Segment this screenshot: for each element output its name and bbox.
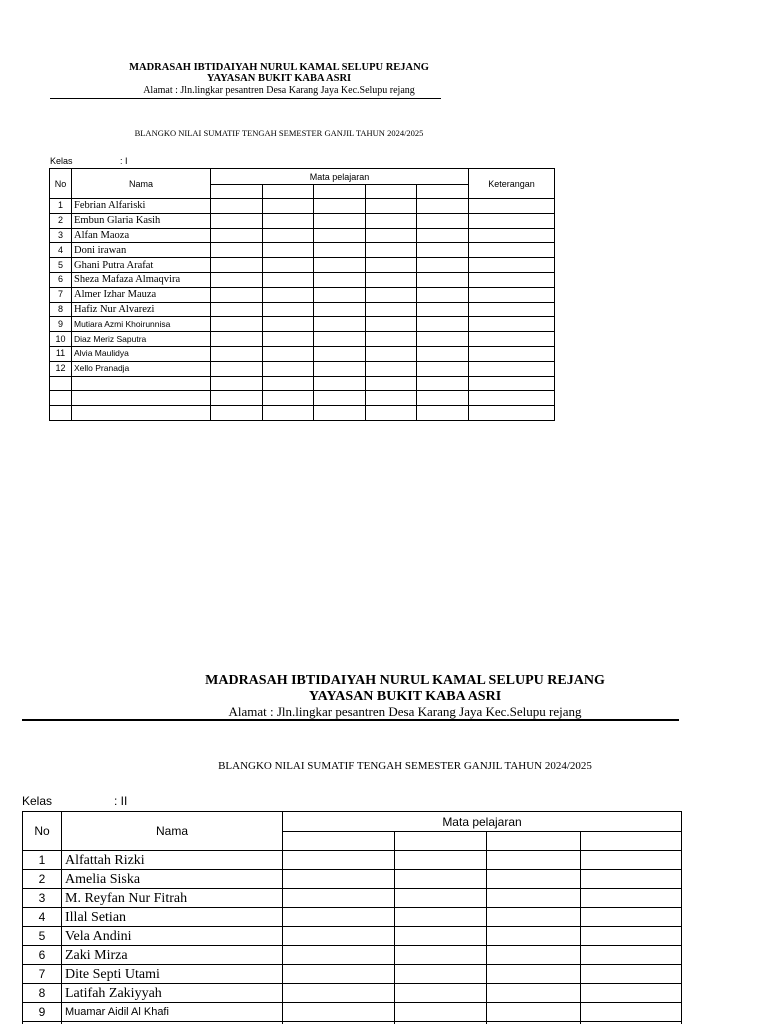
header-divider [22,719,679,721]
grade-cell[interactable] [211,332,263,347]
subject-column [314,185,366,199]
grade-cell[interactable] [314,199,366,214]
keterangan-cell[interactable] [469,287,555,302]
table-row [23,870,682,889]
foundation-heading: YAYASAN BUKIT KABA ASRI [308,689,502,704]
grade-cell[interactable] [581,984,682,1003]
table-row [50,272,555,287]
grade-cell[interactable] [366,332,417,347]
grade-cell[interactable] [487,908,581,927]
row-number: 6 [23,946,62,965]
table-row [50,317,555,332]
grade-cell[interactable] [366,346,417,361]
grade-cell[interactable] [283,851,395,870]
grade-cell[interactable] [395,927,487,946]
table-row [50,199,555,214]
grade-cell[interactable] [417,228,469,243]
empty-cell[interactable] [366,406,417,421]
subject-column [263,185,314,199]
subject-column [211,185,263,199]
school-address: Alamat : Jln.lingkar pesantren Desa Karang Jaya Kec.Selupu rejang [143,85,415,96]
grade-cell[interactable] [366,361,417,376]
student-name: M. Reyfan Nur Fitrah [62,889,283,908]
empty-cell[interactable] [417,376,469,391]
empty-cell[interactable] [417,391,469,406]
grade-cell[interactable] [314,272,366,287]
grade-cell[interactable] [487,965,581,984]
column-header-nama: Nama [62,812,283,851]
grade-cell[interactable] [581,927,682,946]
grade-cell[interactable] [211,228,263,243]
grade-cell[interactable] [487,984,581,1003]
empty-cell[interactable] [72,391,211,406]
row-number: 5 [50,258,72,273]
grade-cell[interactable] [417,332,469,347]
table-row [50,213,555,228]
grade-cell[interactable] [487,870,581,889]
empty-cell[interactable] [366,391,417,406]
student-name: Doni irawan [72,243,211,258]
column-header-mata-pelajaran: Mata pelajaran [211,169,469,185]
grade-cell[interactable] [283,984,395,1003]
grade-cell[interactable] [263,243,314,258]
grade-cell[interactable] [395,1003,487,1022]
grade-cell[interactable] [211,243,263,258]
table-row [50,376,555,391]
keterangan-cell[interactable] [469,302,555,317]
grade-cell[interactable] [211,199,263,214]
grade-cell[interactable] [283,1003,395,1022]
empty-cell[interactable] [263,376,314,391]
empty-cell[interactable] [314,406,366,421]
row-number: 3 [50,228,72,243]
grade-cell[interactable] [211,272,263,287]
grade-cell[interactable] [263,199,314,214]
grade-cell[interactable] [211,213,263,228]
student-name: Amelia Siska [62,870,283,889]
school-address: Alamat : Jln.lingkar pesantren Desa Karang Jaya Kec.Selupu rejang [228,704,582,719]
form-title: BLANGKO NILAI SUMATIF TENGAH SEMESTER GANJIL TAHUN 2024/2025 [218,760,592,772]
subject-column [487,832,581,851]
table-row [50,228,555,243]
student-name: Hafiz Nur Alvarezi [72,302,211,317]
grade-cell[interactable] [417,346,469,361]
grade-cell[interactable] [366,302,417,317]
grade-cell[interactable] [263,258,314,273]
table-row [23,984,682,1003]
empty-cell[interactable] [366,376,417,391]
grade-cell[interactable] [487,927,581,946]
table-row [50,287,555,302]
grade-cell[interactable] [395,984,487,1003]
kelas-label: Kelas [22,794,53,808]
header-divider [50,98,441,99]
keterangan-cell[interactable] [469,228,555,243]
grade-cell[interactable] [211,302,263,317]
table-row [50,243,555,258]
grade-cell[interactable] [263,272,314,287]
grade-cell[interactable] [263,213,314,228]
student-name: Ghani Putra Arafat [72,258,211,273]
grade-cell[interactable] [263,361,314,376]
grade-cell[interactable] [417,213,469,228]
grade-table [49,168,555,421]
table-row [23,927,682,946]
school-name-heading: MADRASAH IBTIDAIYAH NURUL KAMAL SELUPU REJANG [129,62,429,73]
empty-cell[interactable] [417,406,469,421]
empty-cell[interactable] [211,376,263,391]
student-name: Alfattah Rizki [62,851,283,870]
grade-cell[interactable] [283,927,395,946]
keterangan-cell[interactable] [469,272,555,287]
table-row [50,258,555,273]
student-name: Alvia Maulidya [72,346,211,361]
grade-cell[interactable] [283,870,395,889]
empty-cell[interactable] [314,376,366,391]
keterangan-cell[interactable] [469,213,555,228]
grade-cell[interactable] [366,213,417,228]
grade-cell[interactable] [211,346,263,361]
student-name: Latifah Zakiyyah [62,984,283,1003]
empty-cell[interactable] [50,406,72,421]
grade-cell[interactable] [417,287,469,302]
grade-cell[interactable] [314,361,366,376]
kelas-value: : I [120,156,128,166]
keterangan-cell[interactable] [469,199,555,214]
grade-cell[interactable] [395,870,487,889]
grade-cell[interactable] [366,258,417,273]
empty-cell[interactable] [469,376,555,391]
row-number: 7 [50,287,72,302]
table-row [23,851,682,870]
row-number: 4 [50,243,72,258]
grade-cell[interactable] [581,889,682,908]
grade-cell[interactable] [211,317,263,332]
subject-column [417,185,469,199]
grade-cell[interactable] [211,361,263,376]
row-number: 1 [23,851,62,870]
row-number: 9 [23,1003,62,1022]
grade-cell[interactable] [366,243,417,258]
student-name: Alfan Maoza [72,228,211,243]
grade-table [22,811,682,1024]
grade-cell[interactable] [314,317,366,332]
grade-cell[interactable] [366,199,417,214]
grade-cell[interactable] [395,946,487,965]
table-row [23,965,682,984]
row-number: 11 [50,346,72,361]
grade-cell[interactable] [395,908,487,927]
grade-cell[interactable] [283,889,395,908]
student-name: Zaki Mirza [62,946,283,965]
row-number: 9 [50,317,72,332]
column-header-no: No [23,812,62,851]
student-name: Mutiara Azmi Khoirunnisa [72,317,211,332]
grade-cell[interactable] [314,213,366,228]
student-name: Almer Izhar Mauza [72,287,211,302]
grade-cell[interactable] [487,889,581,908]
grade-cell[interactable] [366,317,417,332]
foundation-heading: YAYASAN BUKIT KABA ASRI [206,73,352,84]
empty-cell[interactable] [211,391,263,406]
row-number: 5 [23,927,62,946]
row-number: 4 [23,908,62,927]
grade-cell[interactable] [263,332,314,347]
grade-cell[interactable] [314,332,366,347]
empty-cell[interactable] [211,406,263,421]
keterangan-cell[interactable] [469,317,555,332]
grade-cell[interactable] [417,361,469,376]
empty-cell[interactable] [263,406,314,421]
grade-cell[interactable] [314,287,366,302]
grade-cell[interactable] [417,302,469,317]
grade-cell[interactable] [263,287,314,302]
grade-cell[interactable] [283,965,395,984]
form-title: BLANGKO NILAI SUMATIF TENGAH SEMESTER GANJIL TAHUN 2024/2025 [134,128,424,138]
grade-cell[interactable] [366,287,417,302]
school-name-heading: MADRASAH IBTIDAIYAH NURUL KAMAL SELUPU REJANG [205,673,605,688]
table-row [23,908,682,927]
student-name: Muamar Aidil Al Khafi [62,1003,283,1022]
empty-cell[interactable] [469,406,555,421]
kelas-value: : II [114,794,128,808]
grade-cell[interactable] [314,302,366,317]
column-header-nama: Nama [72,169,211,199]
grade-cell[interactable] [581,1003,682,1022]
grade-cell[interactable] [283,908,395,927]
grade-cell[interactable] [395,889,487,908]
grade-cell[interactable] [263,302,314,317]
row-number: 8 [50,302,72,317]
empty-cell[interactable] [72,406,211,421]
student-name: Illal Setian [62,908,283,927]
grade-cell[interactable] [314,228,366,243]
grade-cell[interactable] [581,870,682,889]
grade-cell[interactable] [581,946,682,965]
row-number: 2 [50,213,72,228]
grade-cell[interactable] [314,346,366,361]
grade-cell[interactable] [263,317,314,332]
grade-cell[interactable] [417,317,469,332]
grade-cell[interactable] [211,258,263,273]
grade-cell[interactable] [417,199,469,214]
subject-column [366,185,417,199]
student-name: Sheza Mafaza Almaqvira [72,272,211,287]
grade-cell[interactable] [417,272,469,287]
keterangan-cell[interactable] [469,346,555,361]
column-header-mata-pelajaran: Mata pelajaran [283,812,682,832]
grade-cell[interactable] [487,946,581,965]
table-row [50,406,555,421]
empty-cell[interactable] [469,391,555,406]
student-name: Xello Pranadja [72,361,211,376]
table-row [23,1003,682,1022]
row-number: 1 [50,199,72,214]
table-row [23,889,682,908]
empty-cell[interactable] [50,391,72,406]
row-number: 6 [50,272,72,287]
grade-cell[interactable] [263,346,314,361]
student-name: Dite Septi Utami [62,965,283,984]
empty-cell[interactable] [314,391,366,406]
grade-cell[interactable] [283,946,395,965]
student-name: Diaz Meriz Saputra [72,332,211,347]
grade-cell[interactable] [417,258,469,273]
column-header-no: No [50,169,72,199]
table-row [50,391,555,406]
grade-cell[interactable] [581,908,682,927]
column-header-keterangan: Keterangan [469,169,555,199]
subject-column [283,832,395,851]
grade-cell[interactable] [417,243,469,258]
table-row [50,302,555,317]
row-number: 3 [23,889,62,908]
keterangan-cell[interactable] [469,361,555,376]
empty-cell[interactable] [72,376,211,391]
row-number: 7 [23,965,62,984]
student-name: Febrian Alfariski [72,199,211,214]
keterangan-cell[interactable] [469,243,555,258]
student-name: Embun Glaria Kasih [72,213,211,228]
subject-column [581,832,682,851]
grade-cell[interactable] [395,851,487,870]
grade-cell[interactable] [487,1003,581,1022]
grade-cell[interactable] [581,851,682,870]
table-row [50,361,555,376]
grade-cell[interactable] [487,851,581,870]
grade-cell[interactable] [366,272,417,287]
grade-cell[interactable] [211,287,263,302]
row-number: 12 [50,361,72,376]
table-row [50,346,555,361]
grade-cell[interactable] [581,965,682,984]
row-number: 10 [50,332,72,347]
grade-cell[interactable] [314,243,366,258]
grade-cell[interactable] [366,228,417,243]
grade-cell[interactable] [263,228,314,243]
subject-column [395,832,487,851]
row-number: 8 [23,984,62,1003]
table-row [23,946,682,965]
grade-cell[interactable] [314,258,366,273]
student-name: Vela Andini [62,927,283,946]
table-row [50,332,555,347]
keterangan-cell[interactable] [469,332,555,347]
row-number: 2 [23,870,62,889]
keterangan-cell[interactable] [469,258,555,273]
grade-cell[interactable] [395,965,487,984]
empty-cell[interactable] [50,376,72,391]
empty-cell[interactable] [263,391,314,406]
kelas-label: Kelas [50,156,73,166]
